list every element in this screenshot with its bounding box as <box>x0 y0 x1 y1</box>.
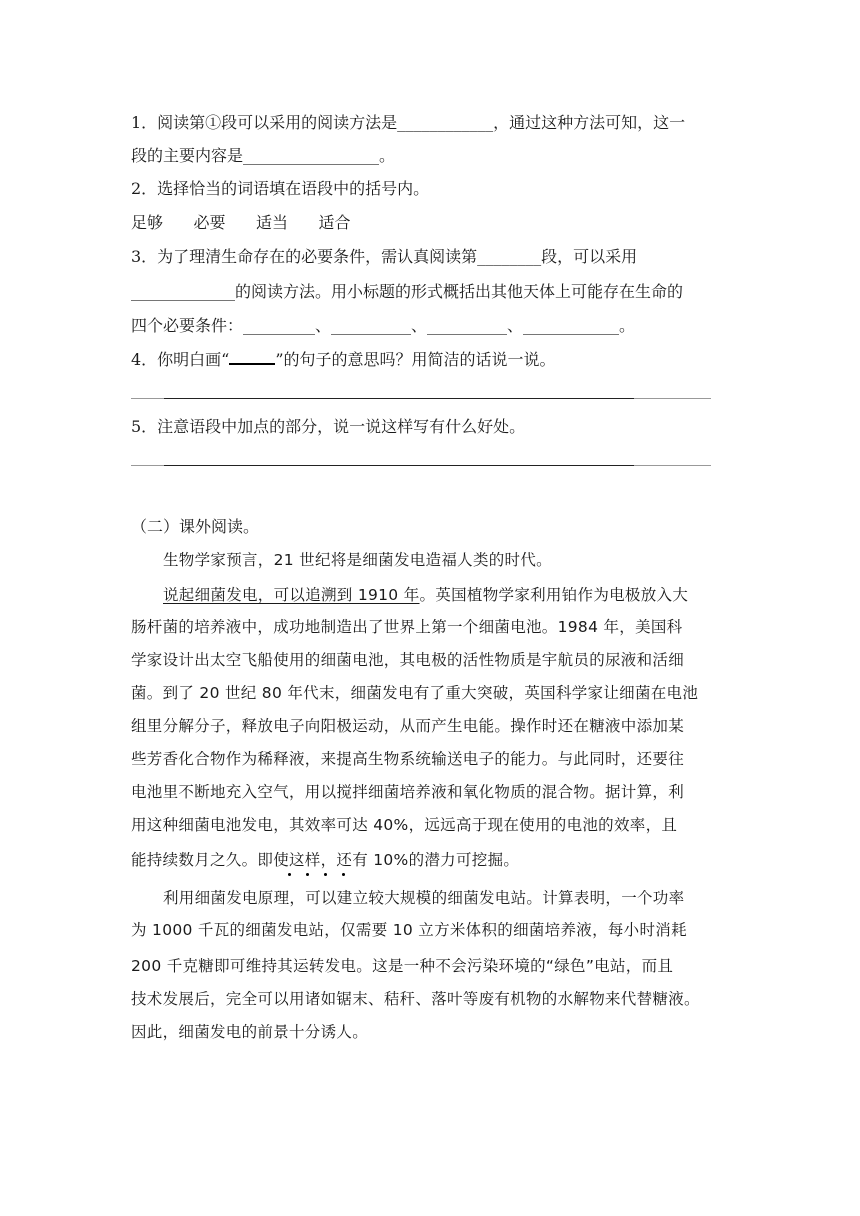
emphasis-dot <box>288 873 291 876</box>
question-2-options <box>131 212 351 234</box>
question-4-prefix: 4．你明白画“ <box>131 350 230 369</box>
question-2: 2．选择恰当的词语填在语段中的括号内。 <box>131 179 430 198</box>
emphasis-dot <box>342 873 345 876</box>
question-1-line-1: 1．阅读第①段可以采用的阅读方法是____________，通过这种方法可知，这一 <box>131 113 686 132</box>
paragraph-2-line-2: 肠杆菌的培养液中，成功地制造出了世界上第一个细菌电池。1984 年，美国科 <box>131 618 683 636</box>
question-5: 5．注意语段中加点的部分，说一说这样写有什么好处。 <box>131 417 526 436</box>
answer-line-4 <box>131 398 711 399</box>
question-3-line-3: 四个必要条件：_________、__________、__________、____________。 <box>131 316 636 335</box>
word-options: 足够 必要 适当 适合 <box>131 213 351 232</box>
paragraph-3-line-5: 因此，细菌发电的前景十分诱人。 <box>131 1023 369 1041</box>
underlined-sentence: 说起细菌发电，可以追溯到 1910 年 <box>163 586 420 604</box>
paragraph-2-line-9: 能持续数月之久。即使这样，还有 10%的潜力可挖掘。 <box>131 851 520 869</box>
question-1-line-2: 段的主要内容是_________________。 <box>131 146 396 165</box>
question-3-line-2: _____________的阅读方法。用小标题的形式概括出其他天体上可能存在生命的 <box>131 282 684 301</box>
paragraph-2-line-5: 组里分解分子，释放电子向阳极运动，从而产生电能。操作时还在糖液中添加某 <box>131 717 685 735</box>
answer-line-5 <box>131 465 711 466</box>
paragraph-1: 生物学家预言，21 世纪将是细菌发电造福人类的时代。 <box>163 551 552 569</box>
paragraph-3-line-2: 为 1000 千瓦的细菌发电站，仅需要 10 立方米体积的细菌培养液，每小时消耗 <box>131 921 687 939</box>
question-4 <box>131 349 556 371</box>
paragraph-2-line-8: 用这种细菌电池发电，其效率可达 40%，远远高于现在使用的电池的效率，且 <box>131 816 678 834</box>
paragraph-2-line-1-rest: 。英国植物学家利用铂作为电极放入大 <box>419 586 689 604</box>
paragraph-2-line-6: 些芳香化合物作为稀释液，来提高生物系统输送电子的能力。与此同时，还要往 <box>131 750 685 768</box>
paragraph-2-line-1 <box>163 584 688 606</box>
section-heading: （二）课外阅读。 <box>131 517 260 536</box>
paragraph-2-line-3: 学家设计出太空飞船使用的细菌电池，其电极的活性物质是宇航员的尿液和活细 <box>131 651 685 669</box>
paragraph-2-line-4: 菌。到了 20 世纪 80 年代末，细菌发电有了重大突破，英国科学家让细菌在电池 <box>131 684 699 702</box>
underline-mark <box>229 349 275 365</box>
paragraph-3-line-1: 利用细菌发电原理，可以建立较大规模的细菌发电站。计算表明，一个功率 <box>163 889 685 907</box>
question-3-line-1: 3．为了理清生命存在的必要条件，需认真阅读第________段，可以采用 <box>131 247 638 266</box>
paragraph-2-line-7: 电池里不断地充入空气，用以搅拌细菌培养液和氧化物质的混合物。据计算，利 <box>131 783 685 801</box>
question-4-suffix: ”的句子的意思吗？用简洁的话说一说。 <box>275 350 556 369</box>
emphasis-dot <box>324 873 327 876</box>
paragraph-3-line-3: 200 千克糖即可维持其运转发电。这是一种不会污染环境的“绿色”电站，而且 <box>131 957 674 975</box>
emphasis-dot <box>306 873 309 876</box>
paragraph-3-line-4: 技术发展后，完全可以用诸如锯末、秸秆、落叶等废有机物的水解物来代替糖液。 <box>131 990 700 1008</box>
